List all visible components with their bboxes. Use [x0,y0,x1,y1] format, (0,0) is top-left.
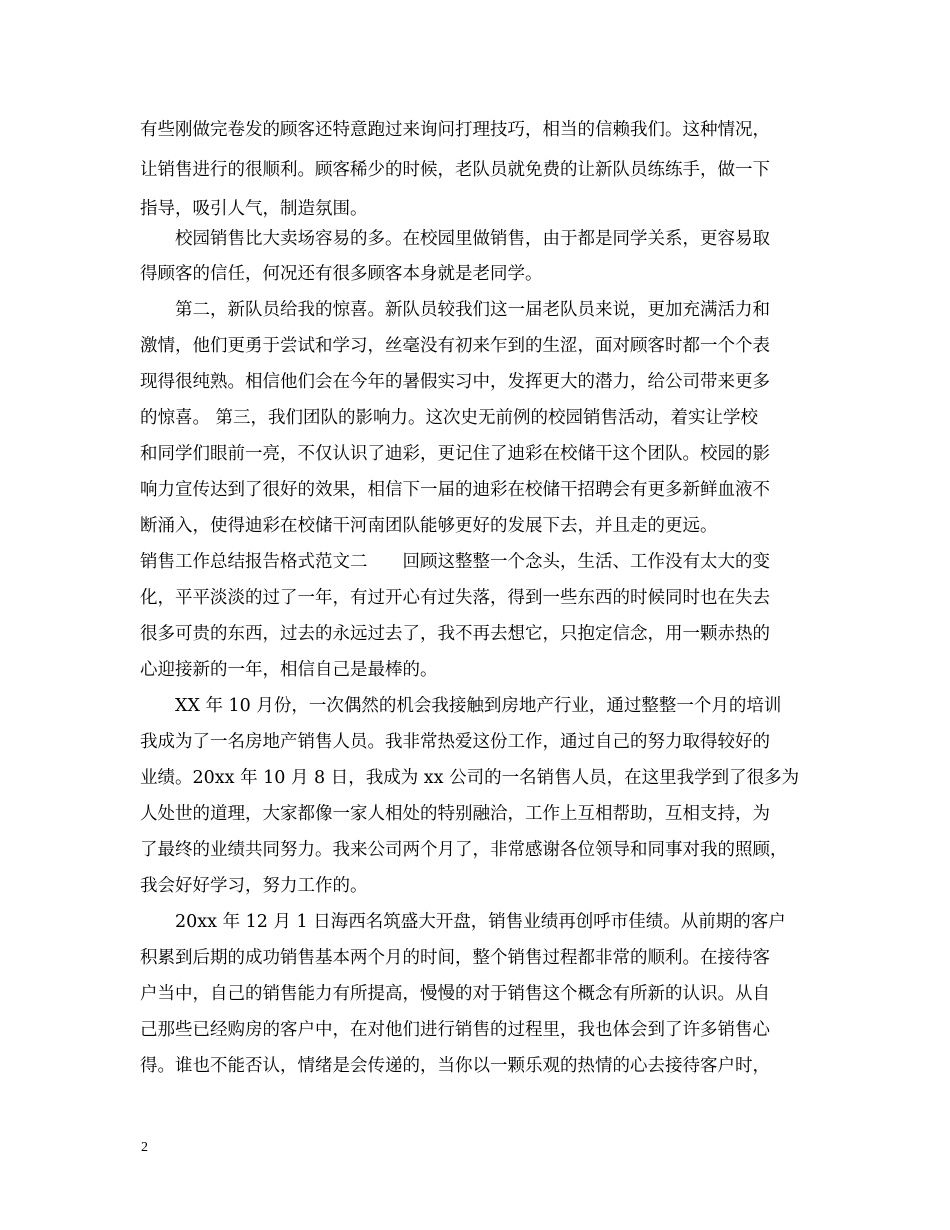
text-line: 现得很纯熟。相信他们会在今年的暑假实习中，发挥更大的潜力，给公司带来更多 [140,372,770,392]
text-line: 指导，吸引人气，制造氛围。 [140,199,368,219]
text-line: XX 年 10 月份，一次偶然的机会我接触到房地产行业，通过整整一个月的培训 [175,696,782,716]
text-line: 了最终的业绩共同努力。我来公司两个月了，非常感谢各位领导和同事对我的照顾， [140,840,788,860]
text-line: 的惊喜。 第三，我们团队的影响力。这次史无前例的校园销售活动，着实让学校 [140,408,759,428]
text-line: 20xx 年 12 月 1 日海西名筑盛大开盘，销售业绩再创呼市佳绩。从前期的客户 [175,912,786,932]
text-line: 校园销售比大卖场容易的多。在校园里做销售，由于都是同学关系，更容易取 [175,229,770,249]
text-line: 业绩。20xx 年 10 月 8 日，我成为 xx 公司的一名销售人员，在这里我学到了很多为 [140,768,800,788]
text-line: 很多可贵的东西，过去的永远过去了，我不再去想它，只抱定信念，用一颗赤热的 [140,624,770,644]
text-line: 心迎接新的一年，相信自己是最棒的。 [140,660,438,680]
text-line: 响力宣传达到了很好的效果，相信下一届的迪彩在校储干招聘会有更多新鲜血液不 [140,480,770,500]
text-line: 第二，新队员给我的惊喜。新队员较我们这一届老队员来说，更加充满活力和 [175,300,770,320]
page-number: 2 [141,1140,148,1155]
text-line: 人处世的道理，大家都像一家人相处的特别融洽，工作上互相帮助，互相支持，为 [140,804,770,824]
text-line: 化，平平淡淡的过了一年，有过开心有过失落，得到一些东西的时候同时也在失去 [140,588,770,608]
text-line: 断涌入，使得迪彩在校储干河南团队能够更好的发展下去，并且走的更远。 [140,516,718,536]
text-line: 得。谁也不能否认，情绪是会传递的，当你以一颗乐观的热情的心去接待客户时， [140,1056,770,1076]
text-line: 户当中，自己的销售能力有所提高，慢慢的对于销售这个概念有所新的认识。从自 [140,984,770,1004]
text-line: 积累到后期的成功销售基本两个月的时间，整个销售过程都非常的顺利。在接待客 [140,948,770,968]
text-line: 有些刚做完卷发的顾客还特意跑过来询问打理技巧，相当的信赖我们。这种情况， [140,120,770,140]
text-line: 和同学们眼前一亮，不仅认识了迪彩，更记住了迪彩在校储干这个团队。校园的影 [140,444,770,464]
text-line: 让销售进行的很顺利。顾客稀少的时候，老队员就免费的让新队员练练手，做一下 [140,160,770,180]
text-line: 激情，他们更勇于尝试和学习，丝毫没有初来乍到的生涩，面对顾客时都一个个表 [140,336,770,356]
text-line: 己那些已经购房的客户中，在对他们进行销售的过程里，我也体会到了许多销售心 [140,1020,770,1040]
text-line: 得顾客的信任，何况还有很多顾客本身就是老同学。 [140,264,543,284]
text-line: 我成为了一名房地产销售人员。我非常热爱这份工作，通过自己的努力取得较好的 [140,732,770,752]
text-line: 我会好好学习，努力工作的。 [140,876,368,896]
text-line: 销售工作总结报告格式范文二 回顾这整整一个念头，生活、工作没有太大的变 [140,552,770,572]
